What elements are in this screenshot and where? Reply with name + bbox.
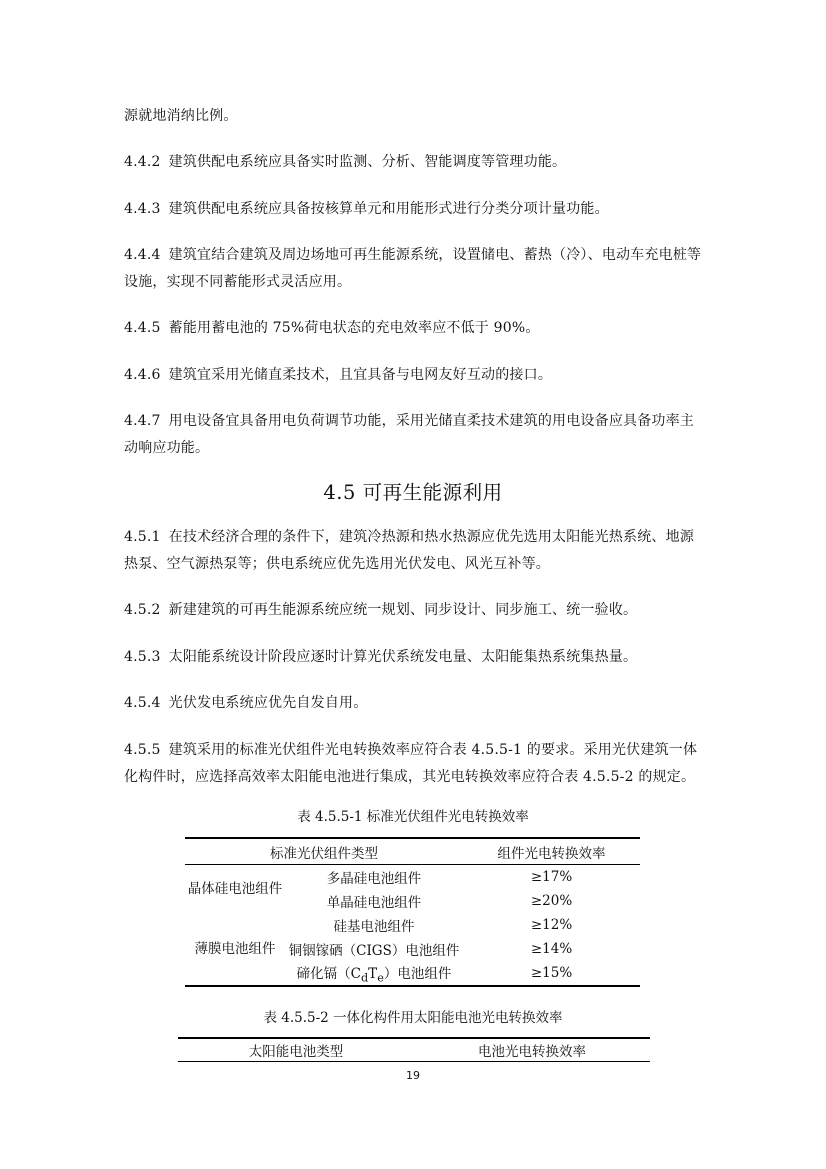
clause-4-4-4 bbox=[124, 242, 708, 296]
clause-4-4-2 bbox=[124, 149, 708, 176]
clause-text: 建筑宜采用光储直柔技术，且宜具备与电网友好互动的接口。 bbox=[168, 367, 553, 383]
clause-text: 太阳能系统设计阶段应逐时计算光伏系统发电量、太阳能集热系统集热量。 bbox=[168, 649, 638, 665]
header-efficiency: 组件光电转换效率 bbox=[463, 838, 640, 865]
table-header-row bbox=[185, 838, 640, 865]
module-type-cell: 多晶硅电池组件 bbox=[326, 871, 422, 887]
clause-text: 建筑采用的标准光伏组件光电转换效率应符合表 4.5.5-1 的要求。采用光伏建筑一体化构件时，应选择高效率太阳能电池进行集成，其光电转换效率应符合表 4.5.5-2 的规定。 bbox=[124, 742, 698, 785]
clause-4-4-3 bbox=[124, 196, 708, 223]
clause-text: 蓄能用蓄电池的 75%荷电状态的充电效率应不低于 90%。 bbox=[168, 320, 540, 336]
clause-number: 4.4.2 bbox=[124, 154, 161, 170]
type-text-mid: T bbox=[368, 965, 378, 982]
clause-number: 4.5.4 bbox=[124, 695, 161, 711]
table-row bbox=[185, 913, 640, 937]
clause-4-5-1 bbox=[124, 524, 708, 578]
page-number: 19 bbox=[406, 1069, 420, 1082]
header-module-type: 标准光伏组件类型 bbox=[185, 838, 463, 865]
subscript-e: e bbox=[377, 971, 384, 985]
clause-text: 建筑供配电系统应具备按核算单元和用能形式进行分类分项计量功能。 bbox=[168, 201, 609, 217]
type-text-end: ）电池组件 bbox=[383, 965, 452, 982]
clause-4-4-5 bbox=[124, 315, 708, 342]
table-header-row bbox=[178, 1038, 650, 1062]
table-1-caption: 表 4.5.5-1 标准光伏组件光电转换效率 bbox=[297, 809, 529, 825]
table-row bbox=[185, 865, 640, 890]
type-text-start: 碲化镉（C bbox=[296, 965, 361, 982]
clause-4-4-6 bbox=[124, 362, 708, 389]
header-efficiency: 电池光电转换效率 bbox=[414, 1038, 650, 1062]
clause-text: 在技术经济合理的条件下，建筑冷热源和热水热源应优先选用太阳能光热系统、地源热泵、空气源热泵等；供电系统应优先选用光伏发电、风光互补等。 bbox=[124, 529, 695, 572]
module-type-cell bbox=[285, 961, 463, 986]
efficiency-cell: ≥12% bbox=[530, 917, 573, 933]
clause-number: 4.4.6 bbox=[124, 367, 161, 383]
paragraph-text: 源就地消纳比例。 bbox=[124, 108, 238, 124]
clause-text: 新建建筑的可再生能源系统应统一规划、同步设计、同步施工、统一验收。 bbox=[168, 602, 638, 618]
clause-number: 4.5.5 bbox=[124, 742, 161, 758]
clause-number: 4.5.2 bbox=[124, 602, 161, 618]
clause-4-5-4 bbox=[124, 690, 708, 717]
clause-text: 用电设备宜具备用电负荷调节功能，采用光储直柔技术建筑的用电设备应具备功率主动响应功能。 bbox=[124, 413, 695, 456]
clause-number: 4.5.1 bbox=[124, 529, 161, 545]
efficiency-cell: ≥17% bbox=[530, 869, 573, 885]
clause-number: 4.5.3 bbox=[124, 649, 161, 665]
group-crystalline-silicon: 晶体硅电池组件 bbox=[187, 881, 283, 897]
clause-4-5-5 bbox=[124, 737, 708, 791]
subscript-d: d bbox=[360, 971, 369, 985]
group-thin-film: 薄膜电池组件 bbox=[194, 941, 276, 957]
module-type-cell: 硅基电池组件 bbox=[333, 919, 415, 935]
paragraph-continuation bbox=[124, 103, 708, 130]
bipv-cell-efficiency-table bbox=[178, 1037, 650, 1062]
section-heading: 4.5 可再生能源利用 bbox=[323, 481, 503, 504]
clause-4-4-7 bbox=[124, 408, 708, 462]
clause-number: 4.4.5 bbox=[124, 320, 161, 336]
clause-number: 4.4.4 bbox=[124, 247, 161, 263]
clause-4-5-3 bbox=[124, 644, 708, 671]
clause-number: 4.4.7 bbox=[124, 413, 161, 429]
pv-module-efficiency-table bbox=[185, 837, 640, 987]
module-type-cell: 铜铟镓硒（CIGS）电池组件 bbox=[288, 943, 460, 959]
clause-4-5-2 bbox=[124, 597, 708, 624]
header-cell-type: 太阳能电池类型 bbox=[178, 1038, 414, 1062]
clause-text: 建筑供配电系统应具备实时监测、分析、智能调度等管理功能。 bbox=[168, 154, 567, 170]
clause-number: 4.4.3 bbox=[124, 201, 161, 217]
clause-text: 光伏发电系统应优先自发自用。 bbox=[168, 695, 368, 711]
efficiency-cell: ≥14% bbox=[530, 941, 573, 957]
efficiency-cell: ≥20% bbox=[530, 893, 573, 909]
clause-text: 建筑宜结合建筑及周边场地可再生能源系统，设置储电、蓄热（冷）、电动车充电桩等设施，实现不同蓄能形式灵活应用。 bbox=[124, 247, 702, 290]
table-2-caption: 表 4.5.5-2 一体化构件用太阳能电池光电转换效率 bbox=[263, 1010, 563, 1026]
efficiency-cell: ≥15% bbox=[530, 965, 573, 981]
module-type-cell: 单晶硅电池组件 bbox=[326, 895, 422, 911]
